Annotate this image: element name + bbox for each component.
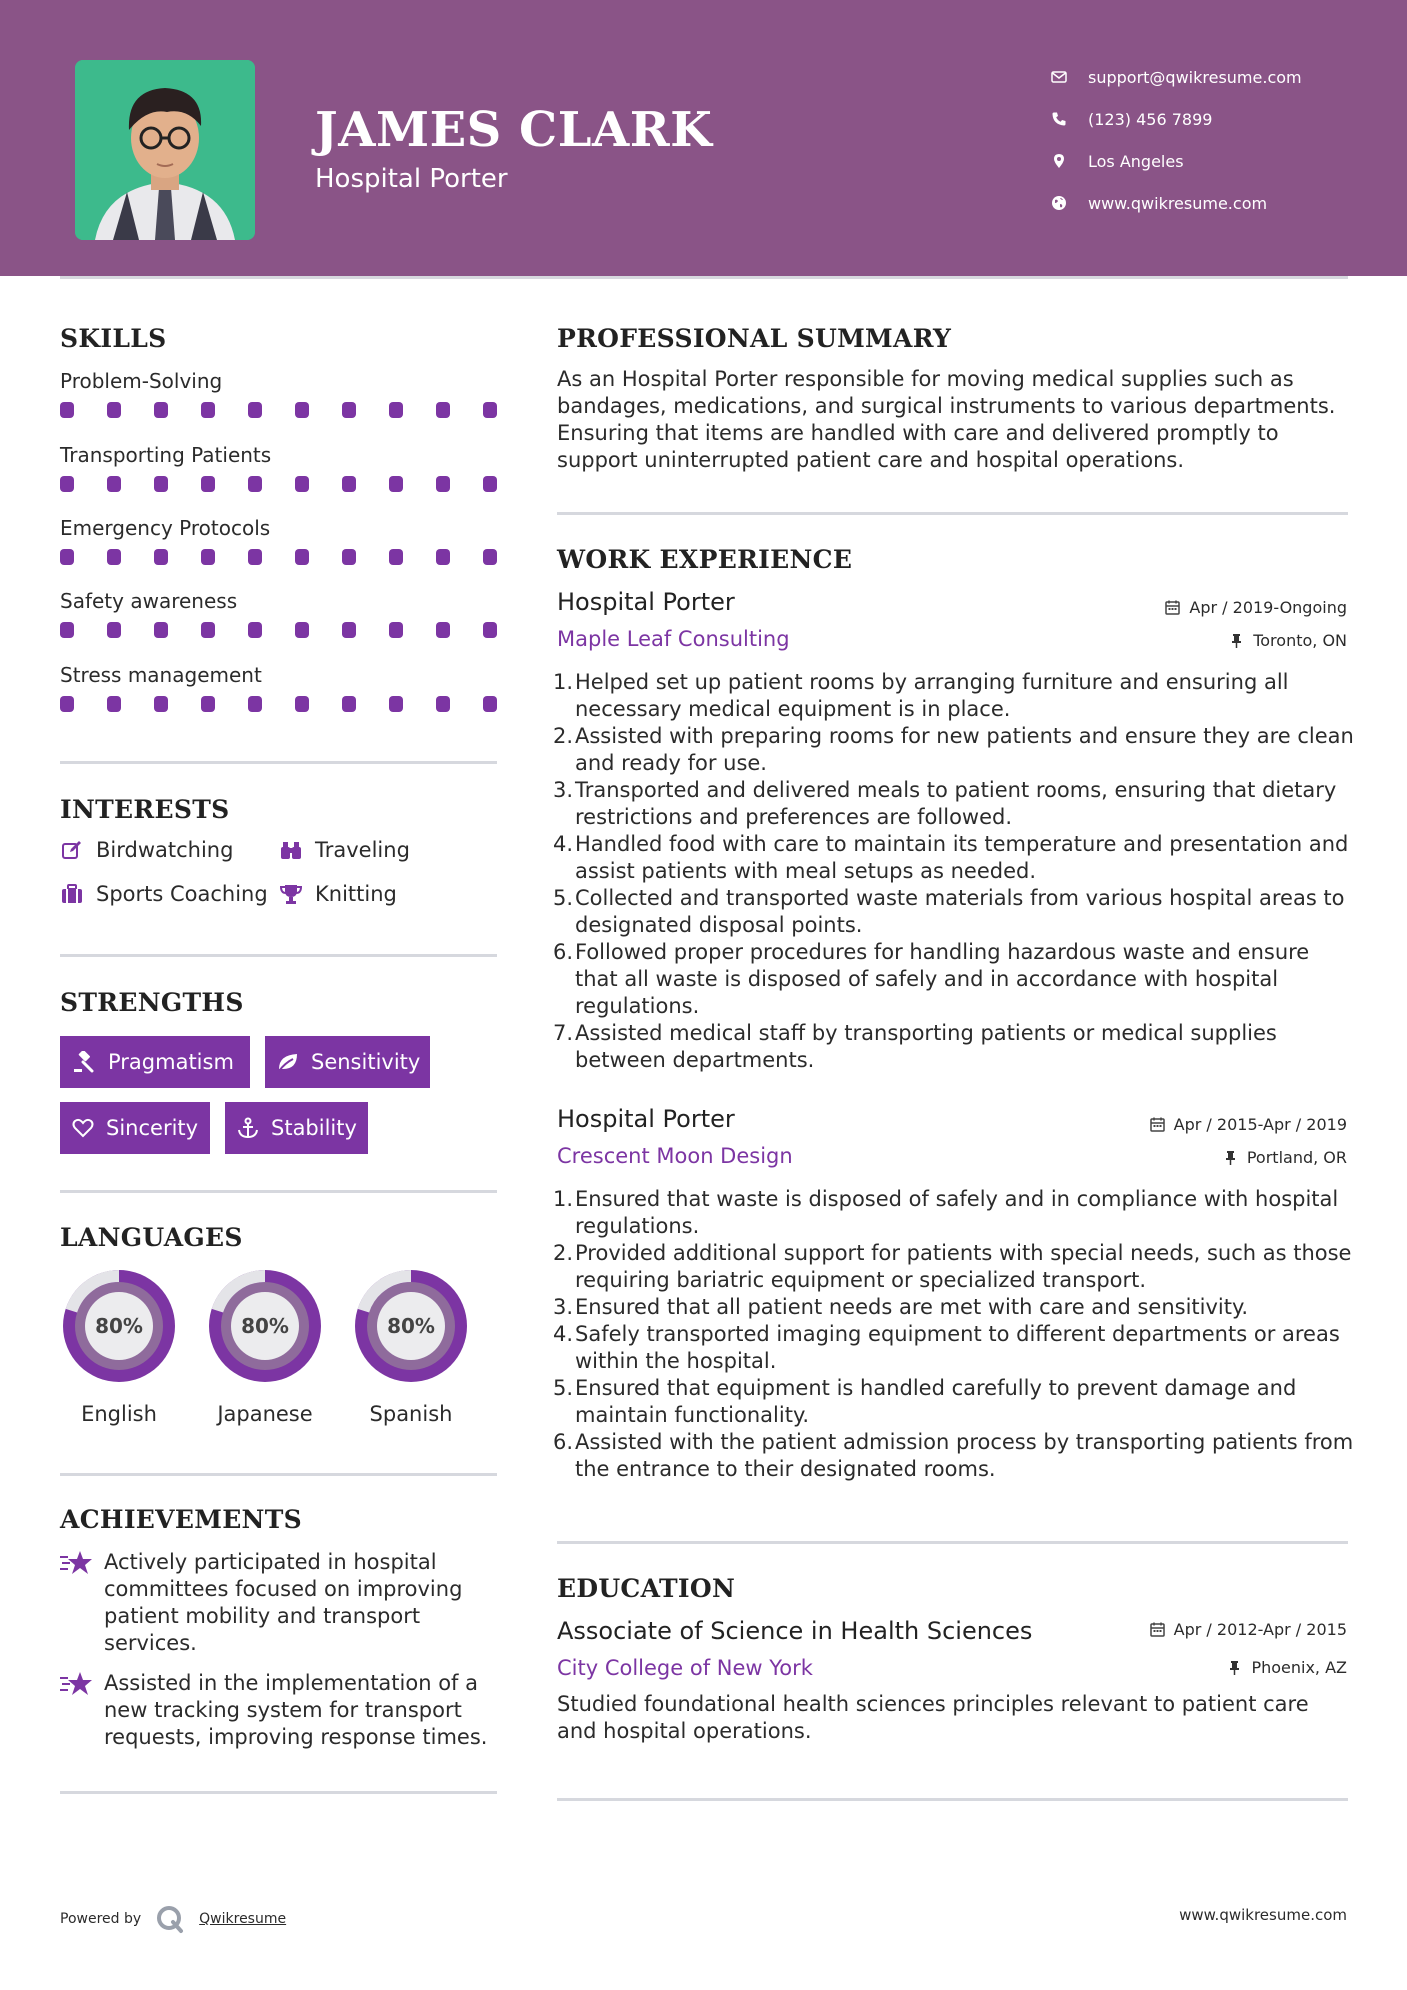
interest-item <box>60 838 233 862</box>
strength-tag <box>225 1102 368 1154</box>
contact-location <box>1050 140 1370 182</box>
skill-rating <box>60 549 497 565</box>
interest-item <box>279 838 410 862</box>
job-title: Hospital Porter <box>557 588 735 616</box>
heart-icon <box>72 1116 94 1140</box>
strengths-title: STRENGTHS <box>60 988 244 1017</box>
binoculars-icon <box>279 839 303 861</box>
summary-text: As an Hospital Porter responsible for moving medical supplies such as bandages, medications, and surgical instruments to various departments. Ensuring that items are handled with care and delivered promptly to support uninterrupted patient care and hospital operations. <box>557 367 1336 472</box>
duty-text: Ensured that waste is disposed of safely and in compliance with hospital regulations. <box>575 1187 1339 1238</box>
skills-title: SKILLS <box>60 324 167 353</box>
language-percent: 80% <box>387 1314 435 1338</box>
section-divider <box>557 1541 1348 1544</box>
calendar-icon <box>1150 1117 1166 1133</box>
section-divider <box>60 954 497 957</box>
interest-label: Birdwatching <box>96 838 234 862</box>
rating-dot <box>60 549 74 565</box>
rating-dot <box>201 476 215 492</box>
rating-dot <box>389 696 403 712</box>
edit-icon <box>60 839 84 861</box>
job-location <box>1229 631 1347 650</box>
header-banner <box>0 0 1407 276</box>
duty-text: Safely transported imaging equipment to different departments or areas within the hospital. <box>575 1322 1340 1373</box>
strength-label: Sensitivity <box>311 1050 421 1074</box>
section-divider <box>60 1473 497 1476</box>
duty-item: 6. Assisted with the patient admission process by transporting patients from the entrance to their designated rooms. <box>552 1430 1354 1481</box>
education-dates-text: Apr / 2012-Apr / 2015 <box>1173 1620 1347 1639</box>
rating-dot <box>295 476 309 492</box>
qwikresume-logo-icon <box>155 1904 185 1934</box>
duty-item: 2. Assisted with preparing rooms for new patients and ensure they are clean and ready for use. <box>552 724 1354 775</box>
achievement-item <box>60 1549 500 1657</box>
education-location-text: Phoenix, AZ <box>1251 1658 1347 1677</box>
duty-item: 3. Ensured that all patient needs are met with care and sensitivity. <box>552 1295 1249 1319</box>
gavel-icon <box>72 1050 96 1074</box>
rating-dot <box>154 696 168 712</box>
pushpin-icon <box>1223 1150 1239 1166</box>
rating-dot <box>389 622 403 638</box>
rating-dot <box>154 476 168 492</box>
strength-label: Stability <box>271 1116 357 1140</box>
duties-list <box>552 1186 1357 1483</box>
education-title: EDUCATION <box>557 1574 736 1603</box>
skill-rating <box>60 622 497 638</box>
section-divider <box>60 1190 497 1193</box>
education-dates <box>1150 1620 1347 1639</box>
job-location-text: Toronto, ON <box>1253 631 1347 650</box>
experience-title: WORK EXPERIENCE <box>557 545 853 574</box>
rating-dot <box>107 402 121 418</box>
strength-tag <box>265 1036 430 1088</box>
rating-dot <box>342 696 356 712</box>
rating-dot <box>483 622 497 638</box>
duty-item: 3. Transported and delivered meals to patient rooms, ensuring that dietary restrictions and preferences are followed. <box>552 778 1337 829</box>
rating-dot <box>201 549 215 565</box>
pushpin-icon <box>1227 1660 1243 1676</box>
duty-item: 6. Followed proper procedures for handling hazardous waste and ensure that all waste is disposed of safely and in accordance with hospital regulations. <box>552 940 1310 1018</box>
language-percent: 80% <box>241 1314 289 1338</box>
contact-list <box>1050 56 1370 224</box>
skill-item <box>60 513 500 565</box>
rating-dot <box>436 696 450 712</box>
skill-item <box>60 660 500 712</box>
powered-by-text: Powered by <box>60 1911 142 1927</box>
star-icon <box>60 1549 94 1579</box>
job-dates <box>1165 598 1347 617</box>
candidate-role: Hospital Porter <box>315 164 508 194</box>
rating-dot <box>389 549 403 565</box>
skill-name: Problem-Solving <box>60 369 223 393</box>
rating-dot <box>60 622 74 638</box>
language-item <box>349 1264 473 1426</box>
section-divider <box>60 1791 497 1794</box>
skill-name: Emergency Protocols <box>60 516 271 540</box>
skill-rating <box>60 696 497 712</box>
duties-list <box>552 669 1357 1074</box>
rating-dot <box>201 696 215 712</box>
rating-dot <box>248 549 262 565</box>
rating-dot <box>483 476 497 492</box>
contact-email[interactable] <box>1050 56 1370 98</box>
section-divider <box>557 512 1348 515</box>
job-location-text: Portland, OR <box>1246 1148 1347 1167</box>
duty-text: Helped set up patient rooms by arranging furniture and ensuring all necessary medical equipment is in place. <box>575 670 1289 721</box>
envelope-icon <box>1050 68 1068 86</box>
contact-website-text: www.qwikresume.com <box>1088 193 1268 213</box>
summary-title: PROFESSIONAL SUMMARY <box>557 324 952 353</box>
rating-dot <box>107 476 121 492</box>
duty-text: Followed proper procedures for handling hazardous waste and ensure that all waste is disposed of safely and in accordance with hospital regulations. <box>575 940 1310 1018</box>
job-title: Hospital Porter <box>557 1105 735 1133</box>
rating-dot <box>60 476 74 492</box>
duty-item: 4. Safely transported imaging equipment to different departments or areas within the hospital. <box>552 1322 1340 1373</box>
skill-name: Safety awareness <box>60 589 238 613</box>
header-divider <box>60 276 1348 279</box>
achievements-title: ACHIEVEMENTS <box>60 1505 302 1534</box>
skill-rating <box>60 476 497 492</box>
contact-email-text: support@qwikresume.com <box>1088 67 1302 87</box>
pushpin-icon <box>1229 633 1245 649</box>
rating-dot <box>483 696 497 712</box>
rating-dot <box>201 622 215 638</box>
degree-title: Associate of Science in Health Sciences <box>557 1617 1033 1645</box>
rating-dot <box>107 549 121 565</box>
interest-item <box>60 882 268 906</box>
skill-item <box>60 366 500 418</box>
skill-item <box>60 440 500 492</box>
section-divider <box>60 761 497 764</box>
achievement-item <box>60 1670 500 1751</box>
rating-dot <box>154 622 168 638</box>
language-name: Japanese <box>217 1402 313 1426</box>
duty-text: Assisted with preparing rooms for new patients and ensure they are clean and ready for use. <box>575 724 1354 775</box>
job-dates-text: Apr / 2019-Ongoing <box>1189 598 1347 617</box>
duty-item: 5. Collected and transported waste materials from various hospital areas to designated disposal points. <box>552 886 1345 937</box>
language-name: English <box>81 1402 157 1426</box>
profile-photo <box>75 60 255 240</box>
rating-dot <box>483 549 497 565</box>
rating-dot <box>436 549 450 565</box>
skill-name: Transporting Patients <box>60 443 272 467</box>
language-percent: 80% <box>95 1314 143 1338</box>
duty-item: 7. Assisted medical staff by transporting patients or medical supplies between departments. <box>552 1021 1277 1072</box>
rating-dot <box>436 622 450 638</box>
school-name: City College of New York <box>557 1656 813 1680</box>
rating-dot <box>436 402 450 418</box>
language-progress-ring <box>349 1264 473 1388</box>
language-item <box>203 1264 327 1426</box>
strength-label: Pragmatism <box>108 1050 234 1074</box>
globe-icon <box>1050 194 1068 212</box>
duty-item: 4. Handled food with care to maintain its temperature and presentation and assist patients with meal setups as needed. <box>552 832 1349 883</box>
interest-item <box>279 882 397 906</box>
qwikresume-link[interactable]: Qwikresume <box>199 1911 287 1927</box>
rating-dot <box>107 622 121 638</box>
contact-location-text: Los Angeles <box>1088 151 1184 171</box>
language-item <box>57 1264 181 1426</box>
job-location <box>1223 1148 1347 1167</box>
anchor-icon <box>237 1116 259 1140</box>
languages-title: LANGUAGES <box>60 1223 243 1252</box>
duty-text: Ensured that all patient needs are met with care and sensitivity. <box>575 1295 1249 1319</box>
interest-label: Knitting <box>315 882 397 906</box>
leaf-icon <box>277 1050 299 1074</box>
rating-dot <box>483 402 497 418</box>
rating-dot <box>248 622 262 638</box>
strength-tag <box>60 1102 210 1154</box>
map-pin-icon <box>1050 152 1068 170</box>
duty-text: Collected and transported waste materials from various hospital areas to designated disposal points. <box>575 886 1345 937</box>
language-name: Spanish <box>369 1402 453 1426</box>
calendar-icon <box>1150 1622 1166 1638</box>
phone-icon <box>1050 110 1068 128</box>
language-progress-ring <box>57 1264 181 1388</box>
calendar-icon <box>1165 600 1181 616</box>
rating-dot <box>154 549 168 565</box>
footer-powered-by <box>60 1904 286 1934</box>
briefcase-icon <box>60 883 84 905</box>
rating-dot <box>342 549 356 565</box>
skill-item <box>60 586 500 638</box>
interest-label: Sports Coaching <box>96 882 268 906</box>
rating-dot <box>295 402 309 418</box>
rating-dot <box>389 402 403 418</box>
rating-dot <box>342 476 356 492</box>
rating-dot <box>248 402 262 418</box>
achievement-text: Actively participated in hospital committees focused on improving patient mobility and transport services. <box>104 1550 463 1655</box>
achievement-text: Assisted in the implementation of a new tracking system for transport requests, improving response times. <box>104 1671 488 1749</box>
skill-rating <box>60 402 497 418</box>
rating-dot <box>295 696 309 712</box>
duty-text: Assisted medical staff by transporting patients or medical supplies between departments. <box>575 1021 1277 1072</box>
education-description: Studied foundational health sciences principles relevant to patient care and hospital operations. <box>557 1692 1309 1743</box>
star-icon <box>60 1670 94 1700</box>
rating-dot <box>248 696 262 712</box>
job-dates-text: Apr / 2015-Apr / 2019 <box>1173 1115 1347 1134</box>
footer-website-link[interactable]: www.qwikresume.com <box>1179 1906 1347 1924</box>
trophy-icon <box>279 883 303 905</box>
skill-name: Stress management <box>60 663 262 687</box>
interests-title: INTERESTS <box>60 795 230 824</box>
rating-dot <box>60 696 74 712</box>
rating-dot <box>201 402 215 418</box>
rating-dot <box>107 696 121 712</box>
rating-dot <box>295 549 309 565</box>
duty-item: 2. Provided additional support for patients with special needs, such as those requiring bariatric equipment or specialized transport. <box>552 1241 1352 1292</box>
rating-dot <box>436 476 450 492</box>
strength-tag <box>60 1036 250 1088</box>
duty-text: Ensured that equipment is handled carefully to prevent damage and maintain functionality. <box>575 1376 1297 1427</box>
education-location <box>1227 1658 1347 1677</box>
company-name: Crescent Moon Design <box>557 1144 793 1168</box>
contact-phone[interactable] <box>1050 98 1370 140</box>
company-name: Maple Leaf Consulting <box>557 627 790 651</box>
duty-item: 1. Helped set up patient rooms by arranging furniture and ensuring all necessary medical equipment is in place. <box>552 670 1289 721</box>
rating-dot <box>60 402 74 418</box>
duty-text: Transported and delivered meals to patient rooms, ensuring that dietary restrictions and preferences are followed. <box>575 778 1337 829</box>
contact-phone-text: (123) 456 7899 <box>1088 109 1213 129</box>
contact-website[interactable] <box>1050 182 1370 224</box>
section-divider <box>557 1798 1348 1801</box>
rating-dot <box>154 402 168 418</box>
duty-item: 5. Ensured that equipment is handled carefully to prevent damage and maintain functionality. <box>552 1376 1297 1427</box>
rating-dot <box>295 622 309 638</box>
language-progress-ring <box>203 1264 327 1388</box>
candidate-name: JAMES CLARK <box>315 102 713 158</box>
job-dates <box>1150 1115 1347 1134</box>
rating-dot <box>342 622 356 638</box>
rating-dot <box>248 476 262 492</box>
strength-label: Sincerity <box>106 1116 199 1140</box>
interest-label: Traveling <box>315 838 410 862</box>
duty-text: Handled food with care to maintain its temperature and presentation and assist patients with meal setups as needed. <box>575 832 1349 883</box>
rating-dot <box>389 476 403 492</box>
duty-text: Provided additional support for patients with special needs, such as those requiring bariatric equipment or specialized transport. <box>575 1241 1352 1292</box>
duty-item: 1. Ensured that waste is disposed of safely and in compliance with hospital regulations. <box>552 1187 1339 1238</box>
duty-text: Assisted with the patient admission process by transporting patients from the entrance to their designated rooms. <box>575 1430 1354 1481</box>
rating-dot <box>342 402 356 418</box>
